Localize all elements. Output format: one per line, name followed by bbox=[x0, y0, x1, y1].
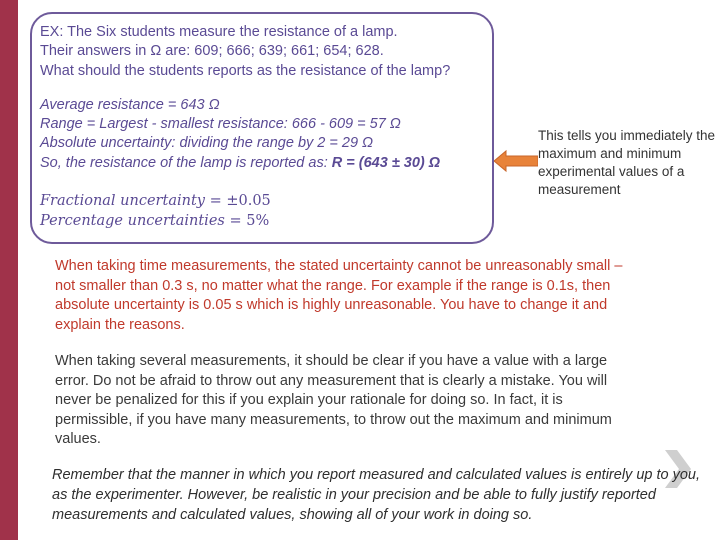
fractional-label: Fractional uncertainty bbox=[40, 193, 205, 209]
absolute-uncertainty-line: Absolute uncertainty: dividing the range by 2 = 29 Ω bbox=[40, 135, 374, 151]
time-measurement-note: When taking time measurements, the stated uncertainty cannot be unreasonably small – not smaller than 0.3 s, no matter what the range. For example if the range is 0.1s, then absolute uncertainty is 0.05 s which is highly unreasonable. You have to change it and explain the reasons. bbox=[55, 258, 623, 333]
percentage-uncertainty bbox=[40, 212, 269, 230]
reported-value: R = (643 ± 30) Ω bbox=[331, 155, 441, 171]
example-line-3: What should the students reports as the resistance of the lamp? bbox=[40, 63, 451, 79]
average-resistance: Average resistance = 643 Ω bbox=[40, 97, 220, 113]
reported-resistance-line bbox=[40, 154, 440, 172]
percentage-value: = 5% bbox=[224, 213, 270, 229]
reported-prefix: So, the resistance of the lamp is reported as: bbox=[40, 155, 332, 171]
arrow-left-icon bbox=[494, 149, 538, 173]
fractional-uncertainty bbox=[40, 192, 271, 210]
example-line-1: EX: The Six students measure the resistance of a lamp. bbox=[40, 24, 398, 40]
range-line: Range = Largest - smallest resistance: 666 - 609 = 57 Ω bbox=[40, 116, 401, 132]
fractional-value: = ±0.05 bbox=[204, 193, 271, 209]
several-measurements-note: When taking several measurements, it should be clear if you have a value with a large error. Do not be afraid to throw out any measurement that is clearly a mistake. You will never be penalized for this if you explain your rationale for doing so. In fact, it is permissible, if you have many measurements, to throw out the maximum and minimum values. bbox=[55, 353, 612, 447]
remember-note: Remember that the manner in which you report measured and calculated values is entirely up to you, as the experimenter. However, be realistic in your precision and be able to fully justify reported measurements and calculated values, showing all of your work in doing so. bbox=[52, 467, 701, 523]
side-note: This tells you immediately the maximum and minimum experimental values of a measurement bbox=[538, 128, 716, 197]
left-accent-bar bbox=[0, 0, 18, 540]
percentage-label: Percentage uncertainties bbox=[40, 213, 225, 229]
example-line-2: Their answers in Ω are: 609; 666; 639; 661; 654; 628. bbox=[40, 43, 384, 59]
